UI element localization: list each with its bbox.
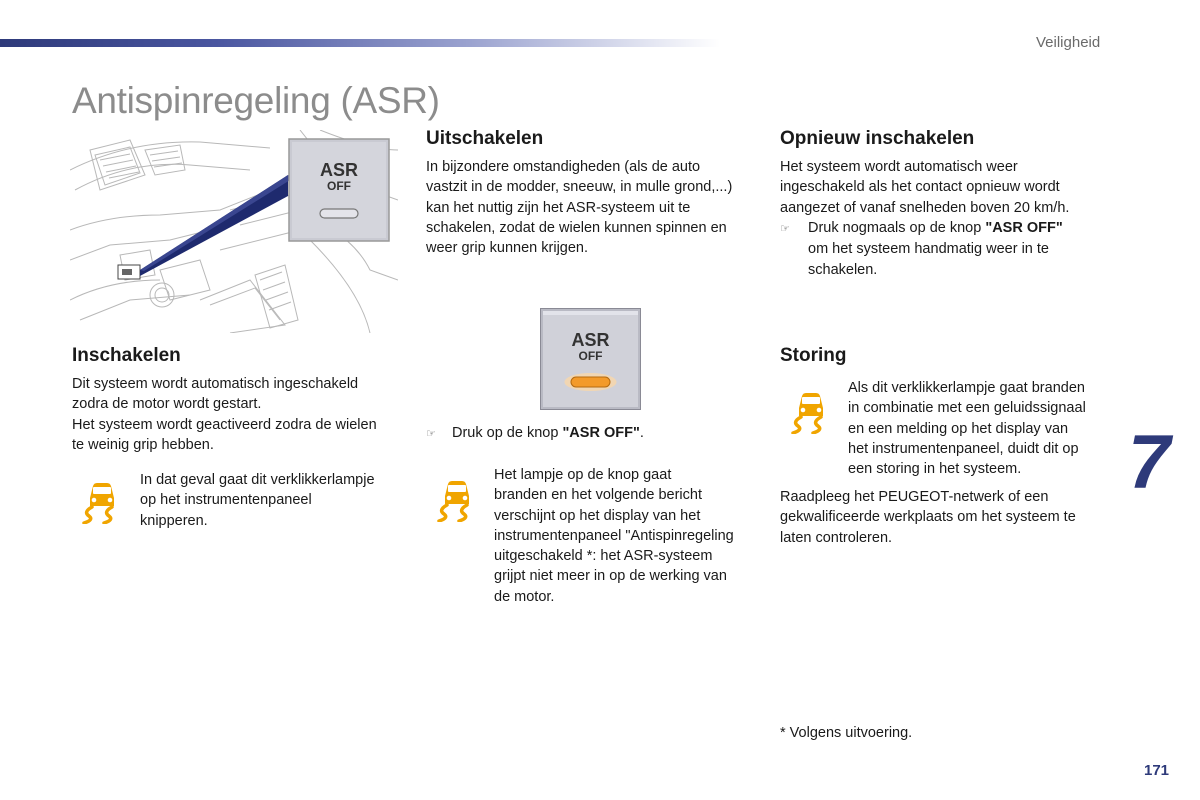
asr-button-text: ASR [571,330,610,350]
page-title: Antispinregeling (ASR) [72,80,440,121]
asr-warning-icon [78,476,126,524]
asr-warning-icon [787,386,835,434]
page-number: 171 [1144,762,1170,779]
section-label: Veiligheid [1036,34,1101,51]
illustration-off-text: OFF [327,179,351,193]
paragraph-opnieuw: Het systeem wordt automatisch weer ingeschakeld als het contact opnieuw wordt aangezet of vanaf snelheden boven 20 km/h. [780,159,1070,216]
note-uitschakelen: Het lampje op de knop gaat branden en het volgende bericht verschijnt op het display van het instrumentenpaneel "Antispinregeling uitgeschakeld *: het ASR-systeem grijpt niet meer in op de werking van de motor. [494,467,734,605]
illustration-asr-text: ASR [319,160,359,180]
asr-off-button-image [540,308,641,410]
paragraph-inschakelen: Dit systeem wordt automatisch ingeschakeld zodra de motor wordt gestart. Het systeem wordt geactiveerd zodra de wielen te weinig grip hebben. [72,376,377,453]
footnote: * Volgens uitvoering. [780,725,913,741]
bullet-icon: ☞ [780,223,790,235]
heading-storing: Storing [780,345,847,366]
paragraph-storing: Raadpleeg het PEUGEOT-netwerk of een gekwalificeerde werkplaats om het systeem te laten controleren. [780,489,1076,546]
off-button-text: OFF [578,349,603,363]
step-opnieuw: ☞ Druk nogmaals op de knop "ASR OFF" om het systeem handmatig weer in te schakelen. [780,220,1063,278]
dashboard-illustration [70,130,398,333]
step-uitschakelen: ☞ Druk op de knop "ASR OFF". [426,423,644,444]
heading-uitschakelen: Uitschakelen [426,128,544,149]
bullet-icon: ☞ [426,428,436,440]
note-inschakelen: In dat geval gaat dit verklikkerlampje op het instrumentenpaneel knipperen. [140,472,375,529]
note-storing: Als dit verklikkerlampje gaat branden in combinatie met een geluidssignaal en een melding op het display van het instrumentenpaneel, duidt dit op een storing in het systeem. [848,380,1086,478]
paragraph-uitschakelen: In bijzondere omstandigheden (als de auto vastzit in de modder, sneeuw, in mulle grond,...) kan het nuttig zijn het ASR-systeem uit te schakelen, zodat de wielen kunnen spinnen en weer grip kunnen krijgen. [426,159,733,257]
chapter-number: 7 [1128,420,1171,505]
heading-inschakelen: Inschakelen [72,345,181,366]
asr-warning-icon [433,474,481,522]
heading-opnieuw-inschakelen: Opnieuw inschakelen [780,128,975,149]
header-bar [0,39,720,47]
